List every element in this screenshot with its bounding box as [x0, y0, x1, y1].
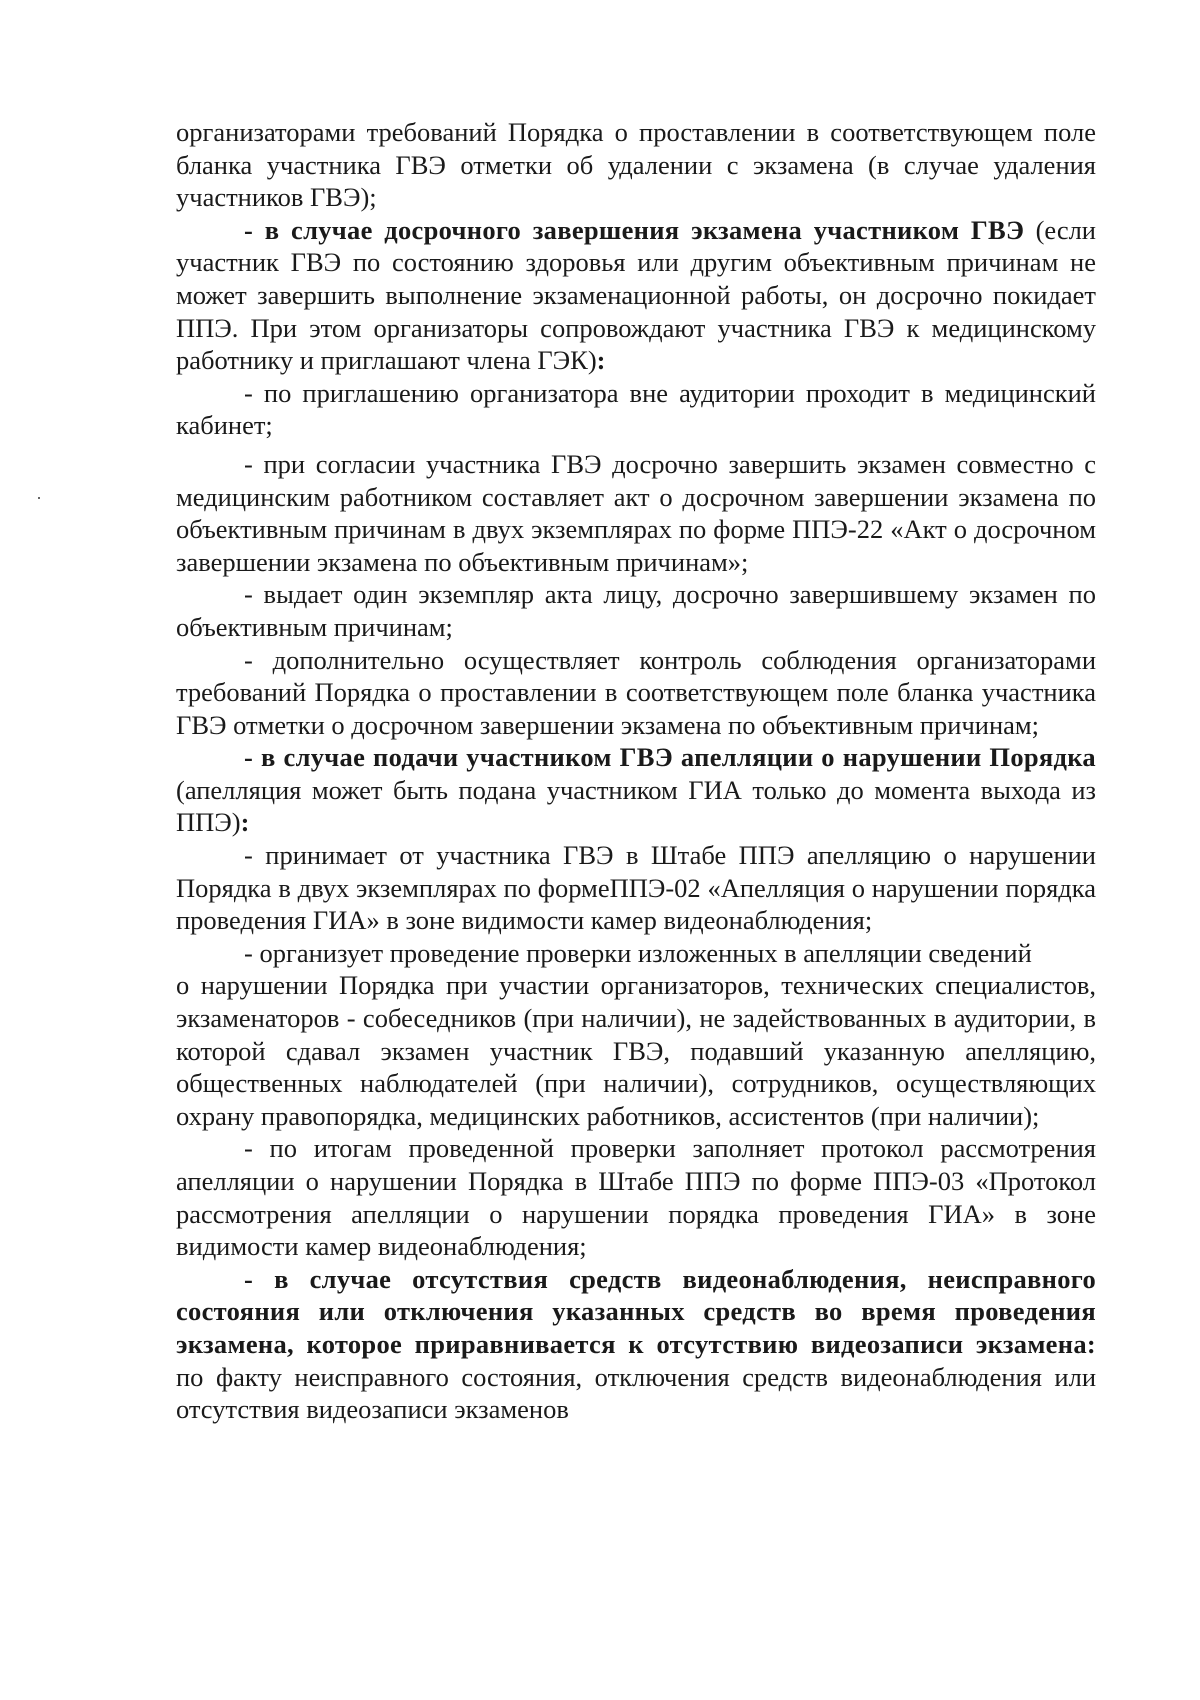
paragraph-protocol-ppe03: - по итогам проведенной проверки заполняет протокол рассмотрения апелляции о нарушении Порядка в Штабе ППЭ по форме ППЭ-03 «Протокол рассмотрения апелляции о нарушении порядка проведения ГИА» в зоне видимости камер видеонаблюдения;: [176, 1133, 1096, 1262]
early-completion-colon: :: [596, 345, 606, 376]
paragraph-organize-check: - организует проведение проверки изложенных в апелляции сведений: [244, 937, 1032, 968]
paragraph-check-participants: о нарушении Порядка при участии организаторов, технических специалистов, экзаменаторов - собеседников (при наличии), не задействованных в аудитории, в которой сдавал экзамен участник ГВЭ, подавший указанную апелляцию, общественных наблюдателей (при наличии), сотрудников, осуществляющих охрану правопорядка, медицинских работников, ассистентов (при наличии);: [176, 970, 1096, 1131]
no-video-text: по факту неисправного состояния, отключения средств видеонаблюдения или отсутствия видеозаписи экзаменов: [176, 1361, 1096, 1425]
paragraph-medical-office: - по приглашению организатора вне аудитории проходит в медицинский кабинет;: [176, 377, 1096, 441]
paragraph-issue-copy: - выдает один экземпляр акта лицу, досрочно завершившему экзамен по объективным причинам;: [176, 579, 1096, 642]
paragraph-appeal: [176, 741, 1096, 839]
paragraph-early-completion: [176, 214, 1096, 377]
paragraph-accept-appeal: - принимает от участника ГВЭ в Штабе ППЭ апелляцию о нарушении Порядка в двух экземплярах по формеППЭ-02 «Апелляция о нарушении порядка проведения ГИА» в зоне видимости камер видеонаблюдения;: [176, 840, 1096, 936]
paragraph-no-video: [176, 1263, 1096, 1426]
heading-early-completion: - в случае досрочного завершения экзамена участником ГВЭ: [244, 214, 1025, 245]
paragraph-control-mark: - дополнительно осуществляет контроль соблюдения организаторами требований Порядка о проставлении в соответствующем поле бланка участника ГВЭ отметки о досрочном завершении экзамена по объективным причинам;: [176, 644, 1096, 740]
heading-no-video: - в случае отсутствия средств видеонаблюдения, неисправного состояния или отключения указанных средств во время проведения экзамена, которое приравнивается к отсутствию видеозаписи экзамена:: [176, 1263, 1096, 1359]
scan-speck: [38, 497, 40, 499]
early-completion-text: (если участник ГВЭ по состоянию здоровья или другим объективным причинам не может завершить выполнение экзаменационной работы, он досрочно покидает ППЭ. При этом организаторы сопровождают участника ГВЭ к медицинскому работнику и приглашают члена ГЭК): [176, 214, 1096, 376]
paragraph-removal-mark: организаторами требований Порядка о проставлении в соответствующем поле бланка участника ГВЭ отметки об удалении с экзамена (в случае удаления участников ГВЭ);: [176, 117, 1096, 213]
paragraph-act-ppe22: - при согласии участника ГВЭ досрочно завершить экзамен совместно с медицинским работником составляет акт о досрочном завершении экзамена по объективным причинам в двух экземплярах по форме ППЭ-22 «Акт о досрочном завершении экзамена по объективным причинам»;: [176, 448, 1096, 577]
appeal-colon: :: [240, 807, 250, 838]
heading-appeal: - в случае подачи участником ГВЭ апелляции о нарушении Порядка: [244, 742, 1096, 773]
document-body: [176, 116, 1096, 1426]
appeal-text: (апелляция может быть подана участником ГИА только до момента выхода из ППЭ): [176, 774, 1096, 838]
